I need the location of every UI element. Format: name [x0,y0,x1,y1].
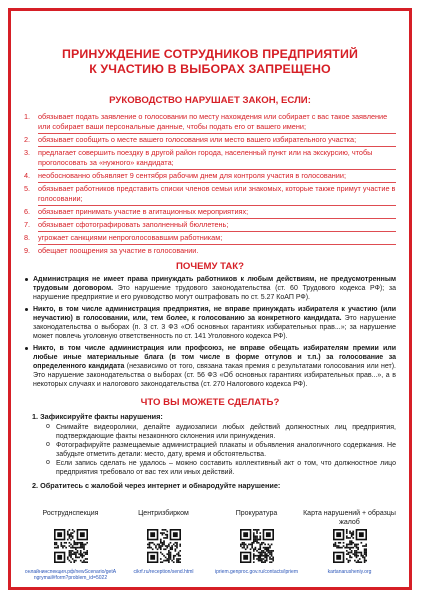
contact-link[interactable]: kartanarusheniy.org [327,569,372,575]
divider [38,169,396,170]
violation-item [24,233,396,243]
violation-text: обещает поощрения за участие в голосовании. [38,245,199,255]
step-1-heading: 1. Зафиксируйте факты нарушения: [32,411,163,421]
divider [38,182,396,183]
violation-item [24,135,396,145]
violation-text: необоснованно объявляет 9 сентября рабочим днем для контроля участия в голосовании; [38,170,346,180]
divider [38,133,396,134]
why-item [24,275,396,302]
contact-card [117,510,210,575]
poster-frame [8,8,412,590]
why-list [24,275,396,389]
divider [38,231,396,232]
title-line-2: К УЧАСТИЮ В ВЫБОРАХ ЗАПРЕЩЕНО [89,62,331,77]
section-actions-heading: ЧТО ВЫ МОЖЕТЕ СДЕЛАТЬ? [140,396,280,408]
poster-content [24,19,397,581]
violation-item [24,207,396,217]
poster-title [24,47,396,78]
contact-link[interactable]: ipriem.genproc.gov.ru/contacts/ipriem [215,569,298,575]
contact-label: Центризбирком [138,510,189,517]
why-item [24,344,396,389]
contact-card [24,510,117,581]
contacts-row [24,510,396,600]
violation-text: обязывает сообщить о месте вашего голосования или место вашего избирательного участка; [38,134,357,144]
qr-code-icon [117,529,210,563]
qr-code-icon [24,529,117,563]
qr-code-icon [303,529,396,563]
divider [38,146,396,147]
section-why-heading: ПОЧЕМУ ТАК? [175,260,245,272]
contact-link[interactable]: онлайнинспекция.рф/newScenario/getAngrymail#form?problem_id=5022 [24,569,117,581]
violation-item [24,246,396,256]
why-item-lead: Никто, в том числе администрация предприятия, не вправе принуждать избирателя к участию (или неучастию) в голосовании, или, тем более, к голосованию за конкретного кандидата. [33,305,396,322]
violation-number: 2. [24,134,31,144]
step-2-heading: 2. Обратитесь с жалобой через интернет и обнародуйте нарушение: [32,480,281,490]
violation-item [24,171,396,181]
violation-item [24,112,396,132]
section-violations-heading: РУКОВОДСТВО НАРУШАЕТ ЗАКОН, ЕСЛИ: [109,94,311,106]
violation-item [24,184,396,204]
divider [38,244,396,245]
violation-text: предлагает совершить поездку в другой район города, населенный пункт или на экскурсию, чтобы проголосовать за «нужного» кандидата; [38,147,373,167]
contact-card [210,510,303,575]
violation-number: 5. [24,183,31,193]
violations-list [24,112,396,256]
violation-text: обязывает сфотографировать заполненный бюллетень; [38,219,229,229]
step-1-item: o Снимайте видеоролики, делайте аудиозаписи любых действий должностных лиц предприятия, подтверждающие факты незаконного склонения или принуждения. [46,423,396,441]
contact-label: Карта нарушений + образцы жалоб [303,510,396,526]
contact-label: Прокуратура [235,510,278,517]
why-item-text: (независимо от того, связана такая премия с результатами голосования или нет). Это нарушение законодательства о выборах (ст. 56 ФЗ «Об основных гарантиях избирательных прав...», а в некоторых случаях и налогового законодательства (ст. 270 Налогового кодекса РФ). [33,362,397,388]
divider [38,218,396,219]
violation-text: обязывает подать заявление о голосовании по месту нахождения или собирает с вас такое заявление или собирает ваши персональные данные, чтобы подать его от вашего имени; [38,111,388,131]
violation-number: 7. [24,219,31,229]
divider [38,205,396,206]
violation-number: 4. [24,170,31,180]
step-1-list [46,423,396,477]
violation-number: 6. [24,206,31,216]
violation-text: угрожает санкциями непроголосовавшим работникам; [38,232,223,242]
why-item-lead: Никто, в том числе администрация или профсоюз, не вправе обещать избирателям премии или любые иные материальные блага (в том числе в форме отгулов и т.п.) за голосование за определенного кандидата [33,344,396,370]
why-item [24,305,396,341]
title-line-1: ПРИНУЖДЕНИЕ СОТРУДНИКОВ ПРЕДПРИЯТИЙ [61,47,358,61]
violation-number: 9. [24,245,31,255]
contact-card [303,510,396,575]
why-item-text: Это нарушение законодательства о выборах (п. 3 ст. 3 ФЗ «Об основных гарантиях избирательных прав...»; за нарушение может повлечь уголовную ответственность по ст. 141 Уголовного кодекса РФ). [33,314,396,340]
why-item-lead: Администрация не имеет права принуждать работников к любым действиям, не предусмотренным трудовым договором. [33,275,396,292]
step-1-item: o Если запись сделать не удалось – можно составить коллективный акт о том, что должностное лицо предприятия требовало от вас тех или иных действий. [46,459,396,477]
violation-number: 1. [24,111,31,121]
violation-item [24,220,396,230]
qr-code-icon [210,529,303,563]
violation-text: обязывает принимать участие в агитационных мероприятиях; [38,206,249,216]
contact-link[interactable]: cikrf.ru/reception/send.html [133,569,194,575]
violation-number: 8. [24,232,31,242]
contact-label: Роструднспекция [42,510,99,517]
violation-number: 3. [24,147,31,157]
step-1-item: o Фотографируйте размещаемые администрацией плакаты и объявления аналогичного содержания. Не забудьте отметить детали: место, дату, время и обстоятельства. [46,441,396,459]
violation-text: обязывает работников представить списки членов семьи или знакомых, которые также примут участие в голосовании; [38,183,396,203]
violation-item [24,148,396,168]
why-item-text: Это нарушение трудового законодательства (ст. 60 Трудового кодекса РФ); за нарушение предприятие и его руководство могут оштрафовать по ст. 5.27 КоАП РФ). [33,284,397,301]
